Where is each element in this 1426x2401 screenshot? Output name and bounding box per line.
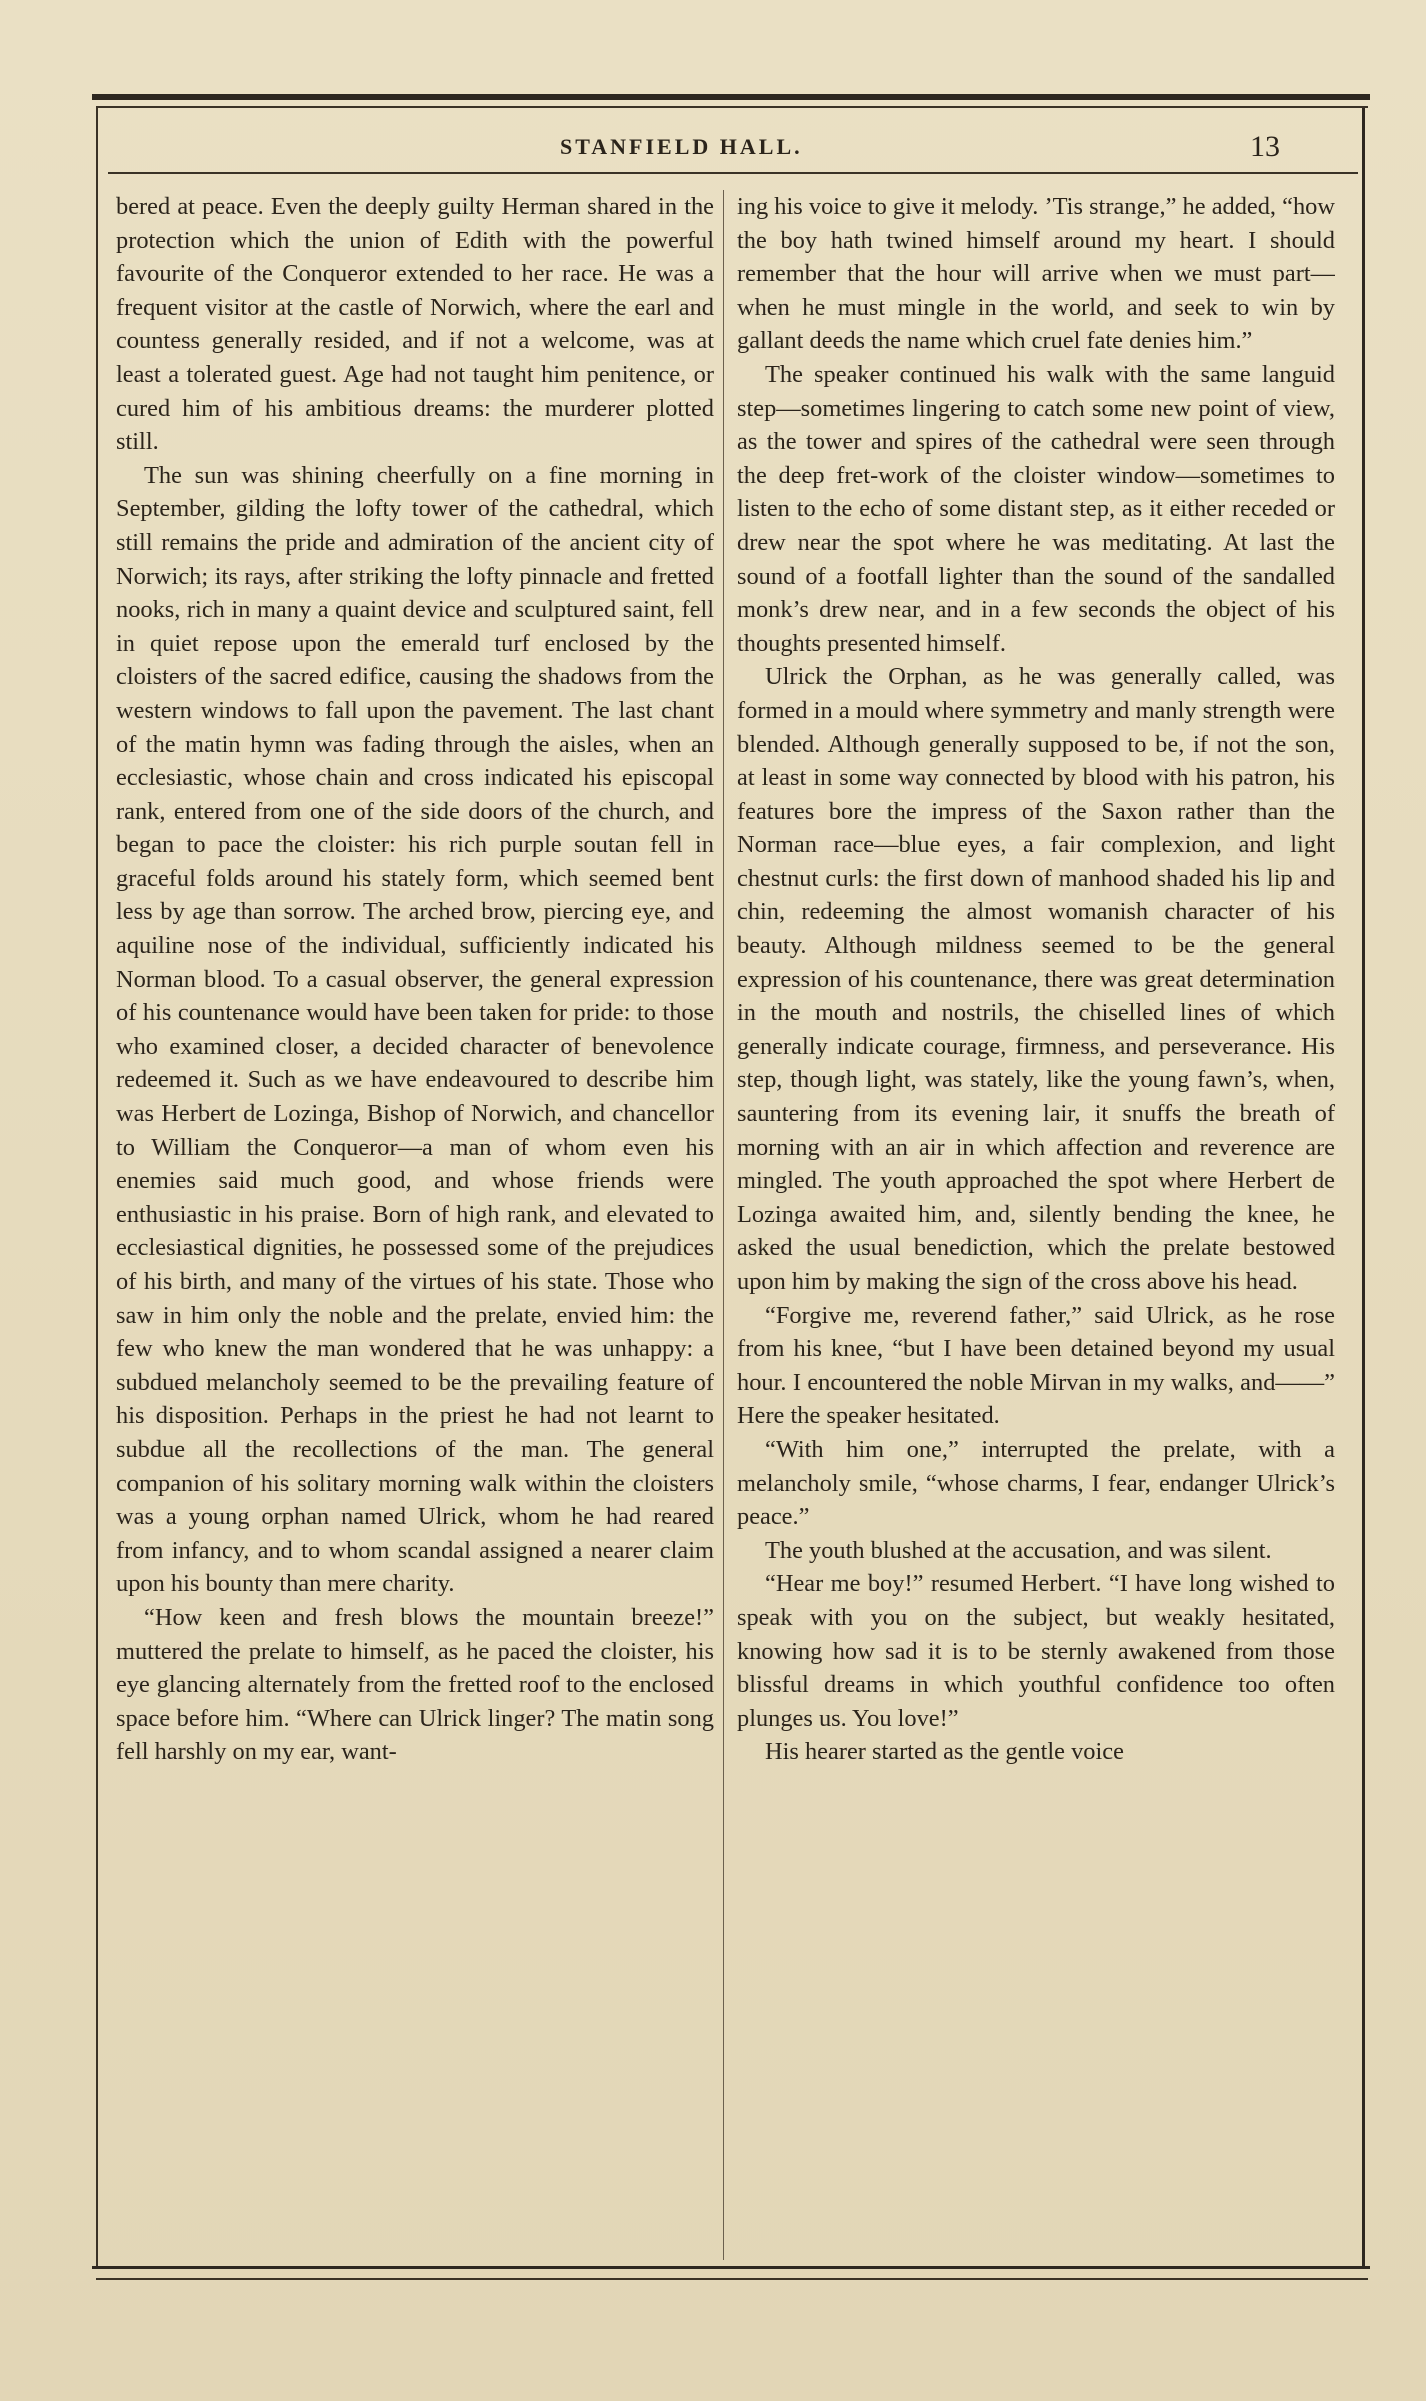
paragraph: ing his voice to give it melody. ’Tis strange,” he added, “how the boy hath twined himself around my heart. I should remember that the hour will arrive when we must part—when he must mingle in the world, and seek to win by gallant deeds the name which cruel fate denies him.”	[737, 193, 1335, 355]
column-divider	[723, 190, 724, 2260]
running-head	[0, 130, 1426, 170]
right-border-rule	[1362, 108, 1365, 2268]
paragraph: The speaker continued his walk with the same languid step—sometimes lingering to catch some new point of view, as the tower and spires of the cathedral were seen through the deep fret-work of the cloister window—sometimes to listen to the echo of some distant step, as it either receded or drew near the spot where he was meditating. At last the sound of a footfall lighter than the sound of the sandalled monk’s drew near, and in a few seconds the object of his thoughts presented himself.	[737, 360, 1335, 657]
header-rule	[108, 172, 1358, 174]
top-border-thin-rule	[96, 106, 1368, 108]
bottom-border-thin-rule	[96, 2278, 1368, 2280]
paragraph: Ulrick the Orphan, as he was generally called, was formed in a mould where symmetry and manly strength were blended. Although generally supposed to be, if not the son, at least in some way connected by blood with his patron, his features bore the impress of the Saxon rather than the Norman race—blue eyes, a fair complexion, and light chestnut curls: the first down of manhood shaded his lip and chin, redeeming the almost womanish character of his beauty. Although mildness seemed to be the general expression of his countenance, there was great determination in the mouth and nostrils, the chiselled lines of which generally indicate courage, firmness, and perseverance. His step, though light, was stately, like the young fawn’s, when, sauntering from its evening lair, it snuffs the breath of morning with an air in which affection and reverence are mingled. The youth approached the spot where Herbert de Lozinga awaited him, and, silently bending the knee, he asked the usual benediction, which the prelate bestowed upon him by making the sign of the cross above his head.	[737, 663, 1335, 1295]
right-column	[737, 190, 1335, 2270]
paragraph: “Hear me boy!” resumed Herbert. “I have long wished to speak with you on the subject, but weakly hesitated, knowing how sad it is to be sternly awakened from those blissful dreams in which youthful confidence too often plunges us. You love!”	[737, 1570, 1335, 1732]
top-border-rule	[92, 94, 1370, 100]
running-title: STANFIELD HALL.	[560, 134, 803, 159]
paragraph: “With him one,” interrupted the prelate, with a melancholy smile, “whose charms, I fear, endanger Ulrick’s peace.”	[737, 1435, 1335, 1531]
paragraph: “How keen and fresh blows the mountain breeze!” muttered the prelate to himself, as he paced the cloister, his eye glancing alternately from the fretted roof to the enclosed space before him. “Where can Ulrick linger? The matin song fell harshly on my ear, want-	[116, 1603, 714, 1766]
paragraph: bered at peace. Even the deeply guilty Herman shared in the protection which the union of Edith with the powerful favourite of the Conqueror extended to her race. He was a frequent visitor at the castle of Norwich, where the earl and countess generally resided, and if not a welcome, was at least a tolerated guest. Age had not taught him penitence, or cured him of his ambitious dreams: the murderer plotted still.	[116, 193, 714, 456]
page-number: 13	[1250, 130, 1280, 163]
paragraph: The youth blushed at the accusation, and was silent.	[765, 1536, 1272, 1564]
paragraph: “Forgive me, reverend father,” said Ulrick, as he rose from his knee, “but I have been detained beyond my usual hour. I encountered the noble Mirvan in my walks, and——” Here the speaker hesitated.	[737, 1301, 1335, 1430]
paragraph: His hearer started as the gentle voice	[765, 1738, 1124, 1766]
bottom-border-rule	[92, 2266, 1370, 2269]
left-border-rule	[96, 108, 98, 2268]
paragraph: The sun was shining cheerfully on a fine morning in September, gilding the lofty tower of the cathedral, which still remains the pride and admiration of the ancient city of Norwich; its rays, after striking the lofty pinnacle and fretted nooks, rich in many a quaint device and sculptured saint, fell in quiet repose upon the emerald turf enclosed by the cloisters of the sacred edifice, causing the shadows from the western windows to fall upon the pavement. The last chant of the matin hymn was fading through the aisles, when an ecclesiastic, whose chain and cross indicated his episcopal rank, entered from one of the side doors of the church, and began to pace the cloister: his rich purple soutan fell in graceful folds around his stately form, which seemed bent less by age than sorrow. The arched brow, piercing eye, and aquiline nose of the individual, sufficiently indicated his Norman blood. To a casual observer, the general expression of his countenance would have been taken for pride: to those who examined closer, a decided character of benevolence redeemed it. Such as we have endeavoured to describe him was Herbert de Lozinga, Bishop of Norwich, and chancellor to William the Conqueror—a man of whom even his enemies said much good, and whose friends were enthusiastic in his praise. Born of high rank, and elevated to ecclesiastical dignities, he possessed some of the prejudices of his birth, and many of the virtues of his state. Those who saw in him only the noble and the prelate, envied him: the few who knew the man wondered that he was unhappy: a subdued melancholy seemed to be the prevailing feature of his disposition. Perhaps in the priest he had not learnt to subdue all the recollections of the man. The general companion of his solitary morning walk within the cloisters was a young orphan named Ulrick, whom he had reared from infancy, and to whom scandal assigned a nearer claim upon his bounty than mere charity.	[116, 461, 714, 1598]
left-column	[116, 190, 714, 2270]
